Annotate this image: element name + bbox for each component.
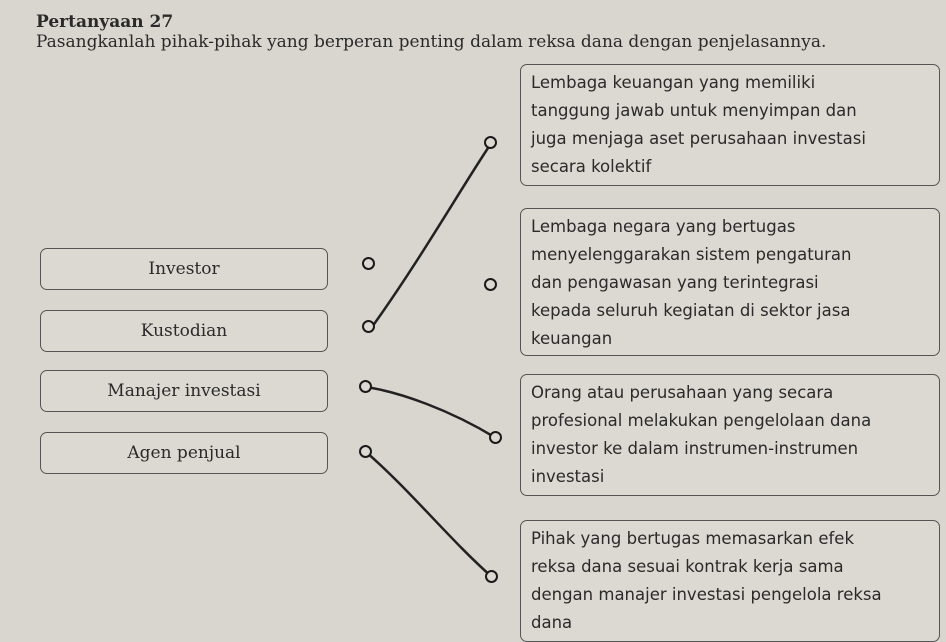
right-option-line: kepada seluruh kegiatan di sektor jasa (531, 301, 851, 320)
right-option-line: Lembaga keuangan yang memiliki (531, 73, 816, 92)
connector-dot-agen-penjual[interactable] (359, 445, 372, 458)
right-option-line: dana (531, 613, 573, 632)
connector-dot-pihak-pemasar[interactable] (485, 570, 498, 583)
right-option-line: dan pengawasan yang terintegrasi (531, 273, 819, 292)
connector-dot-investor[interactable] (362, 257, 375, 270)
connection-line-kustodian (372, 145, 490, 327)
connector-dot-manajer-investasi[interactable] (359, 380, 372, 393)
right-option-line: Lembaga negara yang bertugas (531, 217, 796, 236)
left-option-label: Agen penjual (127, 443, 241, 463)
right-option-line: tanggung jawab untuk menyimpan dan (531, 101, 857, 120)
right-option-line: reksa dana sesuai kontrak kerja sama (531, 557, 844, 576)
right-option-line: Pihak yang bertugas memasarkan efek (531, 529, 854, 548)
connector-dot-orang-atau-perusahaan[interactable] (489, 431, 502, 444)
question-title: Pertanyaan 27 (36, 12, 174, 32)
right-option-line: investor ke dalam instrumen-instrumen (531, 439, 859, 458)
left-option-label: Kustodian (140, 321, 228, 341)
right-option-line: investasi (531, 467, 605, 486)
right-option-line: Orang atau perusahaan yang secara (531, 383, 834, 402)
connector-dot-kustodian[interactable] (362, 320, 375, 333)
right-option-line: juga menjaga aset perusahaan investasi (531, 129, 866, 148)
connection-line-manajer-investasi (366, 387, 496, 438)
connector-dot-lembaga-keuangan[interactable] (484, 136, 497, 149)
connector-dot-lembaga-negara[interactable] (484, 278, 497, 291)
left-option-label: Investor (148, 259, 220, 279)
connection-line-agen-penjual (366, 452, 492, 577)
right-option-line: secara kolektif (531, 157, 652, 176)
right-option-line: menyelenggarakan sistem pengaturan (531, 245, 852, 264)
right-option-line: profesional melakukan pengelolaan dana (531, 411, 872, 430)
left-option-label: Manajer investasi (107, 381, 261, 401)
question-instruction: Pasangkanlah pihak-pihak yang berperan penting dalam reksa dana dengan penjelasannya. (36, 32, 827, 52)
right-option-line: dengan manajer investasi pengelola reksa (531, 585, 882, 604)
right-option-line: keuangan (531, 329, 613, 348)
